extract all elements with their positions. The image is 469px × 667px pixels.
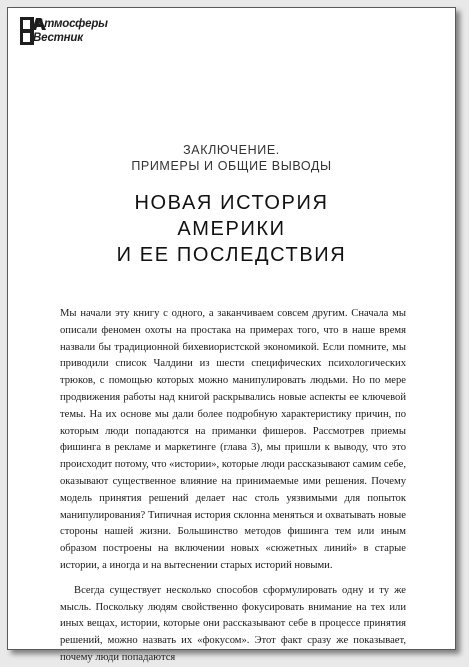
paragraph: Мы начали эту книгу с одного, а заканчиваем совсем другим. Сначала мы описали феномен охоты на простака на примерах того, что в наше время назвали бы традиционной бихевиористской экономикой. Если помните, мы приводили список Чалдини из шести специфических психологических трюков, с помощью которых можно манипулировать людьми. Но по мере продвижения работы над книгой раскрывались новые аспекты ее ключевой темы. На их основе мы дали более подробную характеристику причин, по которым люди попадаются на приманки фишеров. Рассмотрев приемы фишинга в рекламе и маркетинге (глава 3), мы пришли к выводу, что это происходит потому, что «истории», которые люди рассказывают самим себе, оказывают существенное влияние на принимаемые ими решения. Почему модель принятия решений делает нас столь уязвимыми для попыток манипулирования? Типичная история склонна меняться и охватывать новые стороны нашей жизни. Большинство методов фишинга тем или иным образом построены на включении новых «сюжетных линий» в старые истории, а иногда и на вытеснении старых историй новыми.	[60, 308, 406, 571]
paragraph: Всегда существует несколько способов сформулировать одну и ту же мысль. Поскольку людям свойственно фокусировать внимание на тех или иных вещах, истории, которые они рассказывают себе в процессе принятия решений, можно назвать их «фокусом». Этот факт сразу же показывает, почему люди попадаются	[60, 584, 406, 663]
chapter-kicker-line-1: ЗАКЛЮЧЕНИЕ.	[183, 143, 280, 157]
chapter-title-line-3: И ЕЕ ПОСЛЕДСТВИЯ	[116, 244, 347, 266]
book-page	[7, 7, 456, 663]
chapter-kicker-line-2: ПРИМЕРЫ И ОБЩИЕ ВЫВОДЫ	[131, 159, 332, 173]
logo-line-1: Атмосферы	[36, 18, 108, 30]
chapter-title-line-2: АМЕРИКИ	[177, 218, 286, 240]
chapter-title-line-1: НОВАЯ ИСТОРИЯ	[134, 192, 329, 214]
logo-line-2: Вестник	[33, 32, 83, 44]
watermark-logo	[19, 16, 129, 48]
chapter-header	[8, 142, 455, 268]
chapter-kicker	[8, 142, 455, 174]
chapter-title	[8, 190, 455, 268]
body-text	[60, 306, 406, 667]
